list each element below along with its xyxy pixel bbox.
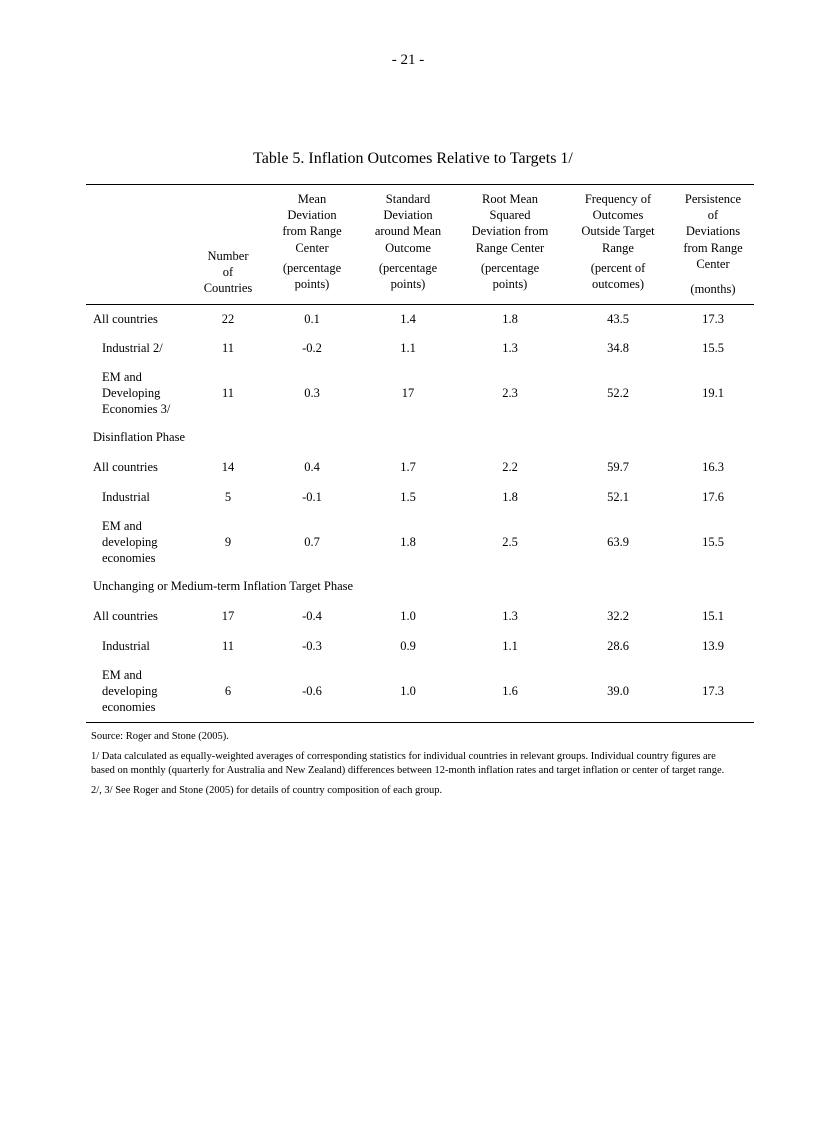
table-cell: 34.8: [607, 341, 629, 355]
table-cell: 5: [224, 490, 232, 504]
col-header-text: Mean Deviation from Range Center: [282, 192, 342, 255]
table-cell: 0.7: [304, 535, 320, 549]
table-cell: 0.4: [304, 460, 320, 474]
row-label: EM and Developing Economies 3/: [102, 370, 171, 417]
col-header-unit: (months): [690, 282, 736, 297]
table-cell: 28.6: [607, 639, 629, 653]
table-notes: [91, 730, 731, 804]
table-cell: 22: [221, 312, 235, 326]
section-title-disinflation: Disinflation Phase: [93, 430, 186, 444]
footnote-2-3: 2/, 3/ See Roger and Stone (2005) for details of country composition of each group.: [91, 785, 443, 796]
col-header-root-mean-squared: [458, 191, 562, 292]
table-cell: 14: [221, 460, 235, 474]
table-cell: 2.3: [502, 386, 518, 400]
table-cell: 1.5: [400, 490, 416, 504]
table-cell: 2.5: [502, 535, 518, 549]
table-cell: -0.1: [302, 490, 322, 504]
table-cell: -0.6: [302, 684, 322, 698]
table-cell: 9: [224, 535, 232, 549]
table-bottom-rule: [86, 722, 754, 723]
table-cell: -0.3: [302, 639, 322, 653]
col-header-persistence: [668, 191, 758, 297]
row-label: Industrial: [102, 490, 150, 504]
col-header-text: Number of Countries: [203, 249, 253, 296]
table-cell: 59.7: [607, 460, 629, 474]
source-note: Source: Roger and Stone (2005).: [91, 731, 229, 742]
table-cell: 17.3: [702, 684, 724, 698]
col-header-text: Frequency of Outcomes Outside Target Range: [581, 192, 655, 255]
footnote-1: 1/ Data calculated as equally-weighted averages of corresponding statistics for individual countries in relevant groups. Individual country figures are based on monthly (quarterly for Australia and New Zealand) differences between 12-month inflation rates and target inflation or center of target range.: [91, 751, 725, 776]
table-cell: 39.0: [607, 684, 629, 698]
table-cell: 0.3: [304, 386, 320, 400]
table-cell: 1.8: [400, 535, 416, 549]
row-label: All countries: [93, 609, 158, 623]
col-header-text: Root Mean Squared Deviation from Range Center: [471, 192, 549, 255]
table-cell: 1.1: [400, 341, 416, 355]
col-header-unit: (percentage points): [282, 260, 342, 292]
table-cell: 52.2: [607, 386, 629, 400]
table-cell: 1.1: [502, 639, 518, 653]
table-cell: 17: [401, 386, 415, 400]
table-cell: 6: [224, 684, 232, 698]
table-cell: 1.0: [400, 684, 416, 698]
table-cell: -0.4: [302, 609, 322, 623]
table-cell: 52.1: [607, 490, 629, 504]
row-label: Industrial 2/: [102, 341, 163, 355]
table-cell: 11: [221, 386, 235, 400]
col-header-unit: (percent of outcomes): [590, 260, 646, 292]
table-cell: 17: [221, 609, 235, 623]
table-cell: 11: [221, 341, 235, 355]
table-cell: 15.5: [702, 341, 724, 355]
table-cell: 43.5: [607, 312, 629, 326]
table-cell: 1.4: [400, 312, 416, 326]
table-cell: 32.2: [607, 609, 629, 623]
table-cell: 11: [221, 639, 235, 653]
table-cell: 2.2: [502, 460, 518, 474]
table-cell: 13.9: [702, 639, 724, 653]
row-label: EM and developing economies: [102, 668, 158, 715]
table-title: Table 5. Inflation Outcomes Relative to Targets 1/: [253, 150, 573, 167]
row-label: All countries: [93, 460, 158, 474]
col-header-unit: (percentage points): [480, 260, 540, 292]
page-number: - 21 -: [391, 52, 425, 68]
table-cell: 1.8: [502, 490, 518, 504]
row-label: All countries: [93, 312, 158, 326]
table-cell: 17.6: [702, 490, 724, 504]
table-cell: 16.3: [702, 460, 724, 474]
section-title-unchanging: Unchanging or Medium-term Inflation Target Phase: [93, 579, 354, 593]
col-header-mean-deviation: [267, 191, 357, 292]
col-header-number-of-countries: [183, 248, 273, 297]
table-cell: 1.3: [502, 341, 518, 355]
table-cell: 1.0: [400, 609, 416, 623]
table-cell: 0.9: [400, 639, 416, 653]
col-header-text: Standard Deviation around Mean Outcome: [374, 192, 442, 255]
table-cell: 0.1: [304, 312, 320, 326]
col-header-unit: (percentage points): [378, 260, 438, 292]
table-cell: 1.8: [502, 312, 518, 326]
table-cell: -0.2: [302, 341, 322, 355]
col-header-frequency: [566, 191, 670, 292]
col-header-text: Persistence of Deviations from Range Center: [683, 192, 743, 271]
table-cell: 17.3: [702, 312, 724, 326]
table-top-rule: [86, 184, 754, 185]
table-cell: 19.1: [702, 386, 724, 400]
table-cell: 15.5: [702, 535, 724, 549]
table-cell: 15.1: [702, 609, 724, 623]
table-header-rule: [86, 304, 754, 305]
row-label: Industrial: [102, 639, 150, 653]
table-cell: 1.6: [502, 684, 518, 698]
table-cell: 1.3: [502, 609, 518, 623]
table-cell: 63.9: [607, 535, 629, 549]
row-label: EM and developing economies: [102, 519, 158, 566]
col-header-standard-deviation: [363, 191, 453, 292]
table-cell: 1.7: [400, 460, 416, 474]
